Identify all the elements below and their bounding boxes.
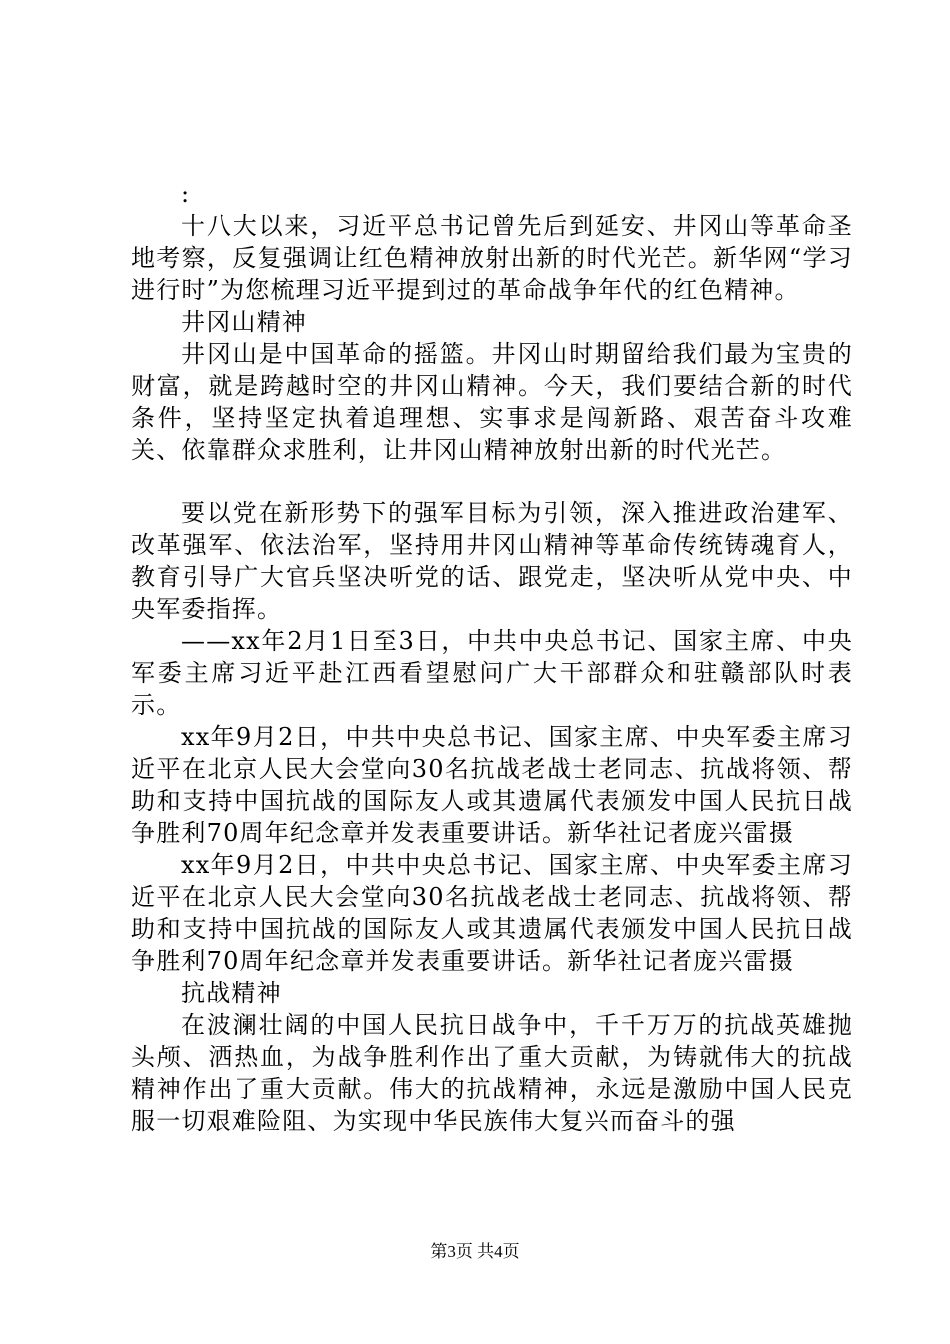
paragraph-anti-war: 在波澜壮阔的中国人民抗日战争中，千千万万的抗战英雄抛头颅、洒热血，为战争胜利作出了重大贡献，为铸就伟大的抗战精神作出了重大贡献。伟大的抗战精神，永远是激励中国人民克服一切艰难险阻、为实现中华民族伟大复兴而奋斗的强: [131, 1011, 853, 1135]
paragraph-photo-caption-1: xx年9月2日，中共中央总书记、国家主席、中央军委主席习近平在北京人民大会堂向30名抗战老战士老同志、抗战将领、帮助和支持中国抗战的国际友人或其遗属代表颁发中国人民抗日战争胜利70周年纪念章并发表重要讲话。新华社记者庞兴雷摄: [131, 723, 853, 847]
lead-colon: :: [181, 180, 191, 208]
paragraph-photo-caption-2: xx年9月2日，中共中央总书记、国家主席、中央军委主席习近平在北京人民大会堂向30名抗战老战士老同志、抗战将领、帮助和支持中国抗战的国际友人或其遗属代表颁发中国人民抗日战争胜利70周年纪念章并发表重要讲话。新华社记者庞兴雷摄: [131, 851, 853, 975]
paragraph-strong-army: 要以党在新形势下的强军目标为引领，深入推进政治建军、改革强军、依法治军，坚持用井冈山精神等革命传统铸魂育人，教育引导广大官兵坚决听党的话、跟党走，坚决听从党中央、中央军委指挥。: [131, 499, 853, 623]
paragraph-jinggangshan: 井冈山是中国革命的摇篮。井冈山时期留给我们最为宝贵的财富，就是跨越时空的井冈山精神。今天，我们要结合新的时代条件，坚持坚定执着追理想、实事求是闯新路、艰苦奋斗攻难关、依靠群众求胜利，让井冈山精神放射出新的时代光芒。: [131, 340, 853, 464]
document-body: [131, 178, 853, 1137]
paragraph-intro: 十八大以来，习近平总书记曾先后到延安、井冈山等革命圣地考察，反复强调让红色精神放射出新的时代光芒。新华网“学习进行时”为您梳理习近平提到过的革命战争年代的红色精神。: [131, 212, 853, 304]
page-number-footer: 第3页 共4页: [430, 1242, 520, 1261]
section-heading-jinggangshan: 井冈山精神: [181, 308, 307, 336]
paragraph-source-note: ——xx年2月1日至3日，中共中央总书记、国家主席、中央军委主席习近平赴江西看望慰问广大干部群众和驻赣部队时表示。: [131, 627, 853, 719]
section-heading-anti-war: 抗战精神: [181, 979, 282, 1007]
